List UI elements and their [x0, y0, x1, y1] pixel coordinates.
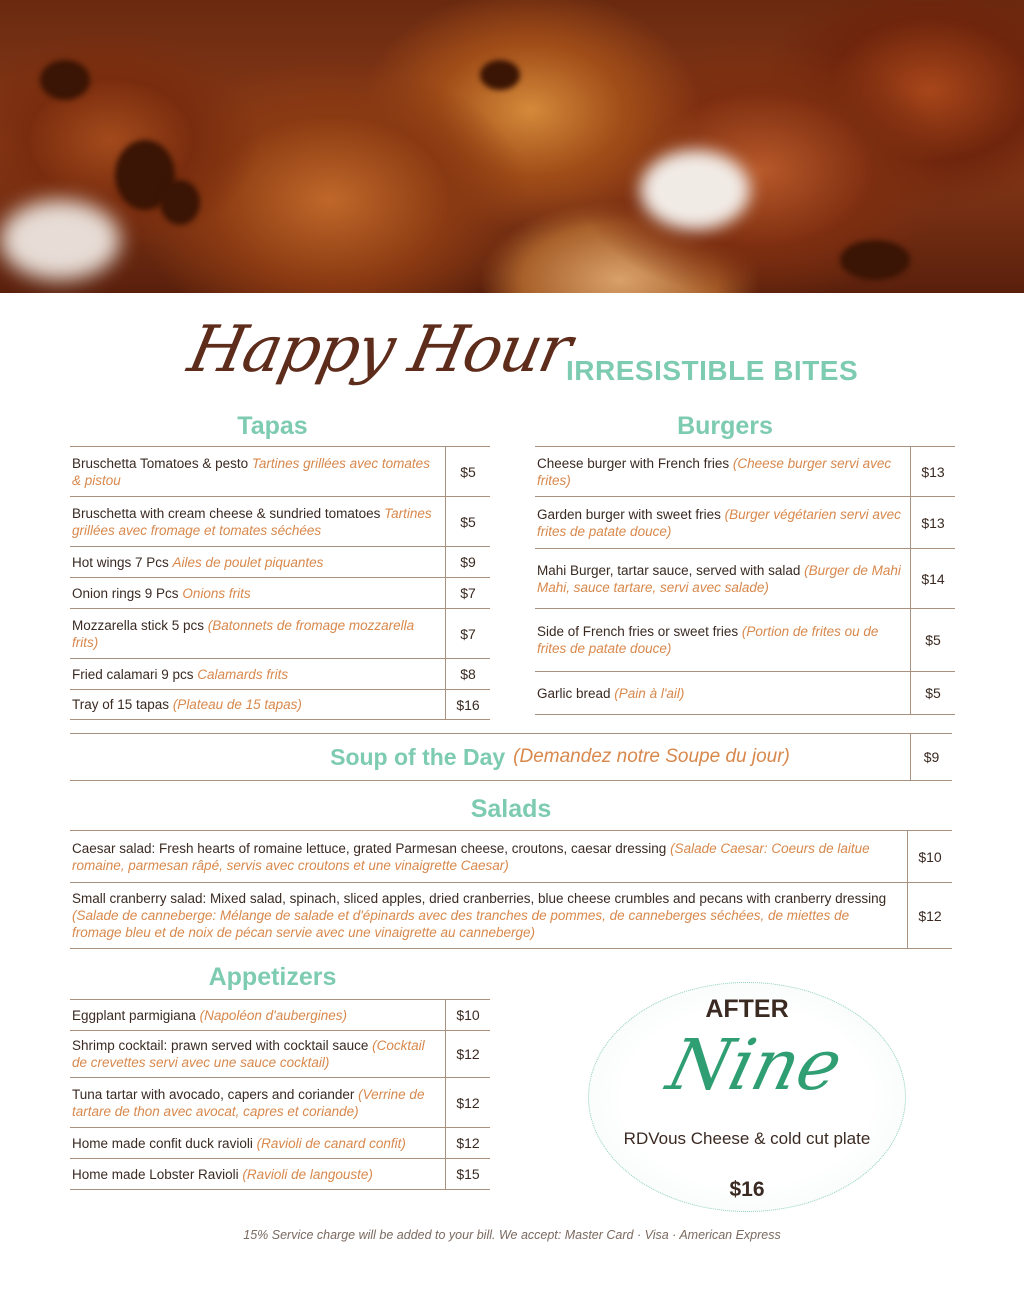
item-price: $10: [445, 1000, 490, 1030]
item-name: Garden burger with sweet fries: [537, 506, 725, 522]
item-name: Cheese burger with French fries: [537, 455, 733, 471]
item-description: [70, 690, 445, 719]
item-french-name: Tartines grillées avec tomates & pistou: [72, 455, 430, 488]
item-french-name: (Napoléon d'aubergines): [199, 1007, 348, 1023]
item-price: $10: [907, 831, 952, 882]
item-french-name: (Salade Caesar: Coeurs de laitue romaine, parmesan râpé, servis avec croutons et une vinaigrette Caesar): [72, 840, 870, 873]
item-price: $13: [910, 447, 955, 496]
item-description: [70, 659, 445, 689]
item-description: [70, 497, 445, 546]
item-price: $7: [445, 578, 490, 608]
happy-hour-title: Happy Hour: [182, 313, 577, 387]
item-name: Hot wings 7 Pcs: [72, 554, 173, 570]
salads-heading: Salads: [470, 795, 552, 823]
item-description: [70, 1159, 445, 1189]
tapas-item-row: [70, 659, 490, 690]
burgers-table: [535, 446, 955, 715]
item-description: [535, 672, 910, 714]
item-description: [70, 609, 445, 658]
item-name: Tray of 15 tapas: [72, 697, 173, 712]
item-description: [70, 547, 445, 577]
salads-item-row: [70, 831, 952, 883]
item-price: $12: [445, 1078, 490, 1127]
item-name: Onion rings 9 Pcs: [72, 585, 183, 601]
appetizers-item-row: [70, 1128, 490, 1159]
item-price: $12: [445, 1031, 490, 1077]
item-name: Eggplant parmigiana: [72, 1007, 200, 1023]
item-french-name: (Verrine de tartare de thon avec avocat, capres et coriande): [72, 1086, 425, 1119]
burgers-item-row: [535, 609, 955, 672]
item-price: $8: [445, 659, 490, 689]
item-description: [70, 883, 907, 948]
appetizers-table: [70, 999, 490, 1190]
item-price: $7: [445, 609, 490, 658]
after-nine-description: RDVous Cheese & cold cut plate: [623, 1129, 871, 1148]
footer-note: 15% Service charge will be added to your bill. We accept: Master Card · Visa · American Express: [243, 1228, 781, 1242]
item-price: $14: [910, 549, 955, 608]
appetizers-item-row: [70, 1000, 490, 1031]
soup-title: Soup of the Day: [330, 743, 506, 770]
soup-french: (Demandez notre Soupe du jour): [513, 746, 790, 767]
item-price: $15: [445, 1159, 490, 1189]
item-description: [535, 609, 910, 671]
salads-table: [70, 830, 952, 949]
item-name: Fried calamari 9 pcs: [72, 666, 198, 682]
item-description: [70, 447, 445, 496]
item-price: $16: [445, 690, 490, 719]
item-french-name: (Cheese burger servi avec frites): [537, 455, 892, 488]
tapas-item-row: [70, 690, 490, 720]
burgers-item-row: [535, 497, 955, 549]
after-nine-price: $16: [729, 1178, 765, 1201]
item-french-name: (Pain à l'ail): [614, 685, 685, 701]
item-price: $13: [910, 497, 955, 548]
soup-price: $9: [910, 734, 952, 780]
item-french-name: (Portion de frites ou de frites de patate douce): [537, 624, 879, 656]
item-name: Mahi Burger, tartar sauce, served with salad: [537, 562, 805, 578]
item-french-name: (Ravioli de langouste): [242, 1166, 373, 1182]
item-price: $12: [907, 883, 952, 948]
item-price: $5: [445, 447, 490, 496]
item-french-name: Calamards frits: [197, 666, 289, 682]
item-name: Tuna tartar with avocado, capers and coriander: [72, 1086, 359, 1102]
hero-chicken-wings-photo: [0, 0, 1024, 293]
soup-of-the-day-row: [70, 733, 952, 781]
after-nine-title: AFTER: [705, 995, 789, 1023]
burgers-item-row: [535, 447, 955, 497]
item-french-name: Ailes de poulet piquantes: [172, 554, 324, 570]
item-price: $12: [445, 1128, 490, 1158]
item-french-name: (Batonnets de fromage mozzarella frits): [72, 617, 415, 650]
item-name: Mozzarella stick 5 pcs: [72, 617, 208, 633]
appetizers-heading: Appetizers: [208, 963, 337, 991]
salads-item-row: [70, 883, 952, 949]
item-description: [535, 549, 910, 608]
irresistible-bites-title: IRRESISTIBLE BITES: [566, 355, 859, 386]
burgers-heading: Burgers: [677, 412, 773, 440]
item-name: Bruschetta with cream cheese & sundried tomatoes: [72, 505, 385, 521]
item-french-name: (Salade de canneberge: Mélange de salade et d'épinards avec des tranches de pommes, de canneberges séchées, de miettes de fromage bleu et de noix de pécan servie avec une vinaigrette au canneberge): [72, 908, 850, 940]
after-nine-script: Nine: [659, 1024, 851, 1106]
tapas-table: [70, 446, 490, 720]
item-description: [70, 578, 445, 608]
item-name: Small cranberry salad: Mixed salad, spinach, sliced apples, dried cranberries, blue cheese crumbles and pecans with cranberry dressing: [72, 891, 887, 906]
item-name: Bruschetta Tomatoes & pesto: [72, 455, 252, 471]
item-name: Home made confit duck ravioli: [72, 1135, 257, 1151]
item-price: $5: [910, 672, 955, 714]
tapas-item-row: [70, 547, 490, 578]
item-description: [535, 447, 910, 496]
item-description: [535, 497, 910, 548]
item-french-name: Onions frits: [182, 585, 251, 601]
tapas-item-row: [70, 497, 490, 547]
item-description: [70, 1078, 445, 1127]
burgers-item-row: [535, 672, 955, 715]
item-price: $5: [910, 609, 955, 671]
item-name: Garlic bread: [537, 685, 615, 701]
item-description: [70, 1031, 445, 1077]
item-french-name: (Burger végétarien servi avec frites de patate douce): [537, 506, 901, 539]
item-description: [70, 831, 907, 882]
item-name: Home made Lobster Ravioli: [72, 1166, 243, 1182]
appetizers-item-row: [70, 1078, 490, 1128]
item-description: [70, 1128, 445, 1158]
item-french-name: (Ravioli de canard confit): [256, 1135, 406, 1151]
item-french-name: Tartines grillées avec fromage et tomates séchées: [72, 505, 432, 538]
item-name: Shrimp cocktail: prawn served with cocktail sauce: [72, 1038, 373, 1053]
tapas-item-row: [70, 578, 490, 609]
item-description: [70, 1000, 445, 1030]
tapas-item-row: [70, 609, 490, 659]
item-name: Side of French fries or sweet fries: [537, 624, 742, 639]
tapas-heading: Tapas: [237, 412, 308, 440]
item-price: $5: [445, 497, 490, 546]
item-french-name: (Burger de Mahi Mahi, sauce tartare, servi avec salade): [537, 562, 901, 595]
burgers-item-row: [535, 549, 955, 609]
item-price: $9: [445, 547, 490, 577]
item-name: Caesar salad: Fresh hearts of romaine lettuce, grated Parmesan cheese, croutons, caesar dressing: [72, 840, 671, 856]
item-french-name: (Cocktail de crevettes servi avec une sauce cocktail): [72, 1038, 425, 1070]
appetizers-item-row: [70, 1031, 490, 1078]
appetizers-item-row: [70, 1159, 490, 1190]
tapas-item-row: [70, 447, 490, 497]
item-french-name: (Plateau de 15 tapas): [172, 697, 302, 712]
